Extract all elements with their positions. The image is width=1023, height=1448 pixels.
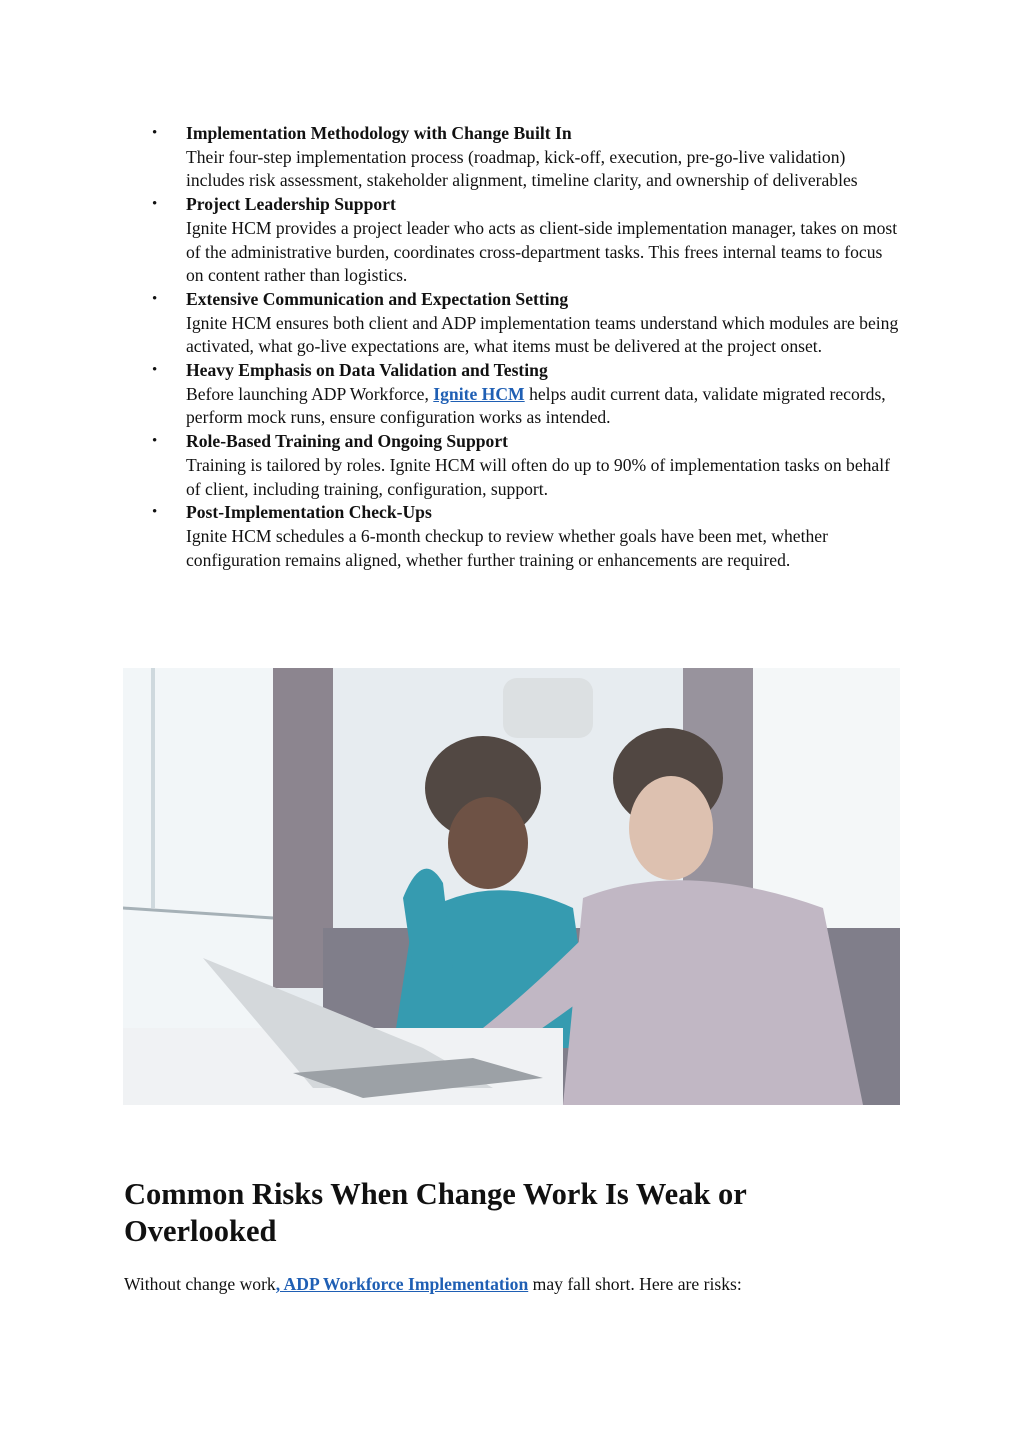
- bullet-checkups: [124, 501, 904, 572]
- bullet-title: Project Leadership Support: [186, 194, 396, 215]
- bullet-body: Training is tailored by roles. Ignite HCM will often do up to 90% of implementation tasks on behalf of client, including training, configuration, support.: [186, 454, 890, 499]
- ignite-hcm-link[interactable]: Ignite HCM: [433, 383, 525, 404]
- photo-illustration: [123, 668, 900, 1105]
- adp-workforce-implementation-link[interactable]: , ADP Workforce Implementation: [275, 1274, 529, 1294]
- bullet-body: Their four-step implementation process (roadmap, kick-off, execution, pre-go-live validation) includes risk assessment, stakeholder alignment, timeline clarity, and ownership of deliverables: [186, 146, 858, 191]
- bullet-training: [124, 430, 904, 501]
- intro-end: may fall short. Here are risks:: [528, 1274, 742, 1294]
- bullet-data-validation: [124, 359, 904, 430]
- bullet-title: Post-Implementation Check-Ups: [186, 502, 432, 523]
- bullet-body: Ignite HCM schedules a 6-month checkup to review whether goals have been met, whether configuration remains aligned, whether further training or enhancements are required.: [186, 525, 828, 570]
- bullet-body: Ignite HCM provides a project leader who acts as client-side implementation manager, takes on most of the administrative burden, coordinates cross-department tasks. This frees internal teams to focus on content rather than logistics.: [186, 217, 898, 286]
- bullet-body: [186, 383, 904, 430]
- feature-bullet-list: [124, 122, 904, 572]
- bullet-title: Implementation Methodology with Change Built In: [186, 123, 572, 143]
- bullet-icon: •: [152, 290, 158, 307]
- bullet-title: Role-Based Training and Ongoing Support: [186, 431, 508, 452]
- bullet-leadership: [124, 193, 904, 288]
- photo-two-people-at-laptop: [123, 668, 900, 1105]
- bullet-icon: •: [152, 196, 158, 213]
- bullet-title: Extensive Communication and Expectation Setting: [186, 288, 569, 309]
- bullet-body: Ignite HCM ensures both client and ADP implementation teams understand which modules are being activated, what go-live expectations are, what items must be delivered at the project onset.: [186, 312, 899, 357]
- bullet-title: Heavy Emphasis on Data Validation and Testing: [186, 360, 548, 381]
- section-intro: [124, 1273, 904, 1296]
- bullet-icon: •: [152, 362, 158, 379]
- bullet-icon: •: [152, 125, 158, 141]
- bullet-methodology: [124, 122, 904, 193]
- bullet-body-start: Before launching ADP Workforce,: [186, 383, 434, 404]
- bullet-body-end: helps audit current data, validate migrated records, perform mock runs, ensure configuration works as intended.: [186, 383, 886, 428]
- photo-light-overlay: [123, 668, 900, 1105]
- intro-start: Without change work: [124, 1274, 276, 1294]
- section-heading: Common Risks When Change Work Is Weak or Overlooked: [124, 1177, 747, 1248]
- bullet-icon: •: [152, 504, 158, 521]
- bullet-icon: •: [152, 433, 158, 450]
- bullet-communication: [124, 288, 904, 359]
